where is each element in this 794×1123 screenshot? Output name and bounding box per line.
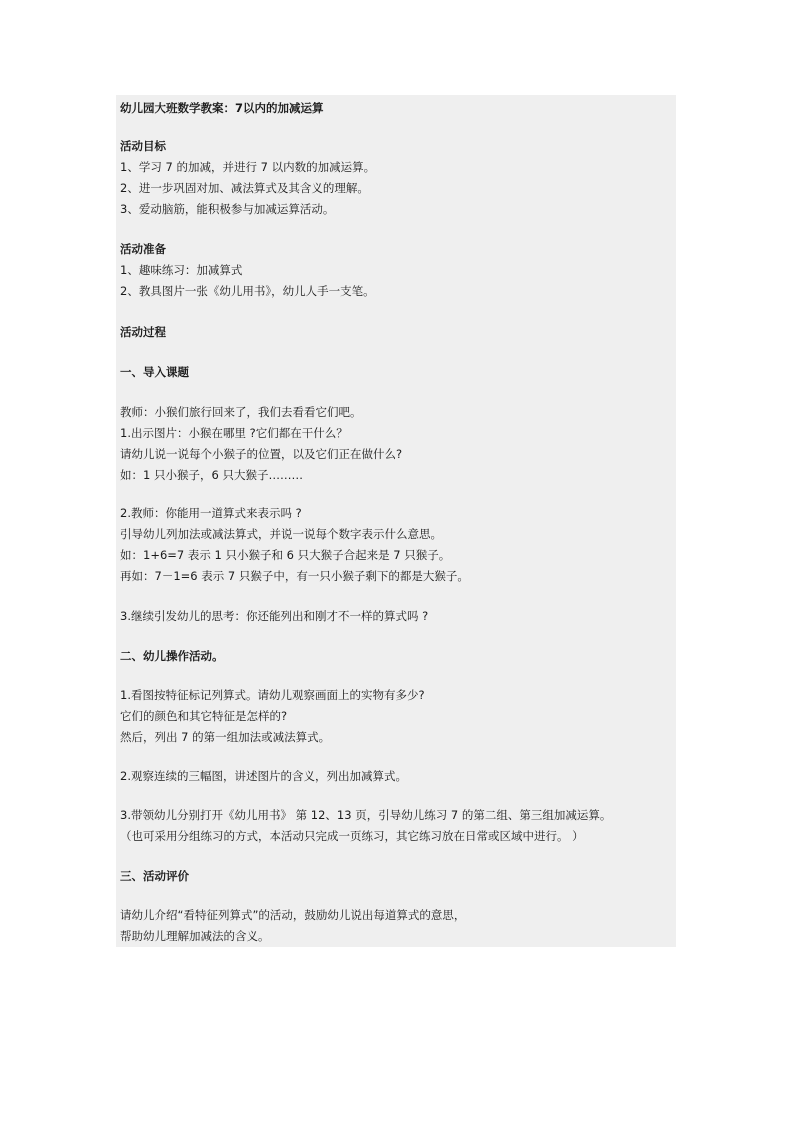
part2-line: 3.带领幼儿分别打开《幼儿用书》 第 12、13 页，引导幼儿练习 7 的第二组、第三组加减运算。 xyxy=(120,808,612,822)
part1-heading: 一、导入课题 xyxy=(120,365,189,379)
process-heading: 活动过程 xyxy=(120,325,166,339)
part2-line: （也可采用分组练习的方式，本活动只完成一页练习，其它练习放在日常或区域中进行。 ） xyxy=(120,829,584,843)
part2-line: 它们的颜色和其它特征是怎样的? xyxy=(120,709,288,723)
prep-item: 1、趣味练习：加减算式 xyxy=(120,263,243,277)
part1-line: 如：1 只小猴子，6 只大猴子……… xyxy=(120,468,303,482)
goal-item: 3、爱动脑筋，能积极参与加减运算活动。 xyxy=(120,202,335,216)
goal-item: 2、进一步巩固对加、减法算式及其含义的理解。 xyxy=(120,181,369,195)
part3-line: 请幼儿介绍“看特征列算式”的活动，鼓励幼儿说出每道算式的意思， xyxy=(120,908,466,922)
part1-line: 2.教师：你能用一道算式来表示吗 ? xyxy=(120,506,302,520)
prep-item: 2、教具图片一张《幼儿用书》，幼儿人手一支笔。 xyxy=(120,284,375,298)
part1-line: 教师：小猴们旅行回来了，我们去看看它们吧。 xyxy=(120,405,362,419)
part2-heading: 二、幼儿操作活动。 xyxy=(120,649,224,663)
part3-heading: 三、活动评价 xyxy=(120,869,189,883)
part1-line: 3.继续引发幼儿的思考：你还能列出和刚才不一样的算式吗 ? xyxy=(120,609,429,623)
part1-line: 1.出示图片：小猴在哪里 ?它们都在干什么？ xyxy=(120,426,348,440)
part2-line: 然后，列出 7 的第一组加法或减法算式。 xyxy=(120,730,331,744)
part1-line: 如：1+6=7 表示 1 只小猴子和 6 只大猴子合起来是 7 只猴子。 xyxy=(120,548,451,562)
part1-line: 再如：7－1=6 表示 7 只猴子中，有一只小猴子剩下的都是大猴子。 xyxy=(120,569,469,583)
prep-heading: 活动准备 xyxy=(120,242,166,256)
part2-line: 2.观察连续的三幅图，讲述图片的含义，列出加减算式。 xyxy=(120,769,407,783)
part1-line: 引导幼儿列加法或减法算式，并说一说每个数字表示什么意思。 xyxy=(120,527,442,541)
goals-heading: 活动目标 xyxy=(120,139,166,153)
doc-title: 幼儿园大班数学教案：7以内的加减运算 xyxy=(120,101,324,115)
part2-line: 1.看图按特征标记列算式。请幼儿观察画面上的实物有多少? xyxy=(120,688,425,702)
part3-line: 帮助幼儿理解加减法的含义。 xyxy=(120,929,270,943)
part1-line: 请幼儿说一说每个小猴子的位置，以及它们正在做什么? xyxy=(120,447,403,461)
goal-item: 1、学习 7 的加减，并进行 7 以内数的加减运算。 xyxy=(120,160,376,174)
